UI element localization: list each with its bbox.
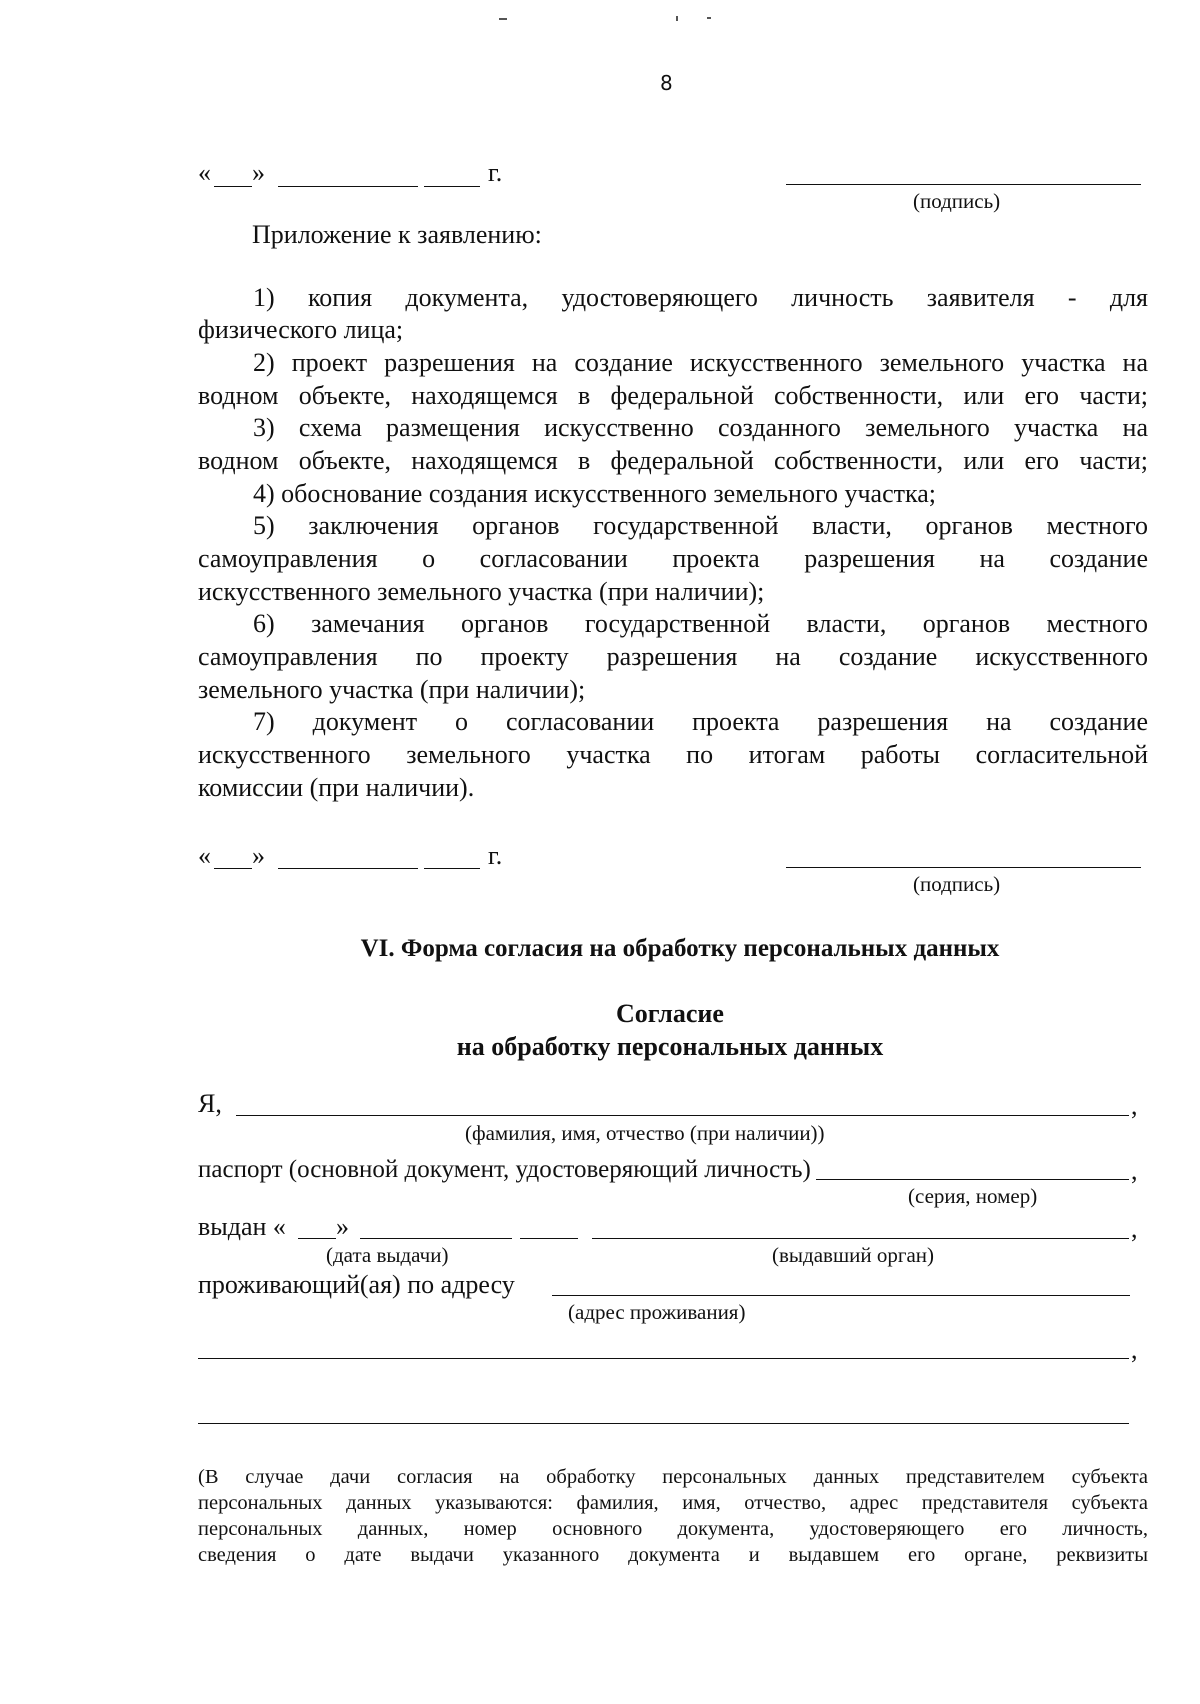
issued-comma: ,	[1131, 1214, 1138, 1243]
date-quote-close: »	[252, 841, 265, 870]
passport-label: паспорт (основной документ, удостоверяющий личность)	[198, 1156, 811, 1183]
list-item-line: 5) заключения органов государственной власти, органов местного	[253, 511, 1148, 540]
date-quote-close: »	[252, 158, 265, 187]
note-line: персональных данных, номер основного документа, удостоверяющего его личность,	[198, 1518, 1148, 1540]
fio-caption: (фамилия, имя, отчество (при наличии))	[465, 1121, 825, 1145]
list-item-line: самоуправления по проекту разрешения на создание искусственного	[198, 642, 1148, 671]
date-month-line	[278, 868, 418, 869]
issued-quote-close: »	[336, 1212, 349, 1241]
list-item-line: искусственного земельного участка (при наличии);	[198, 577, 765, 606]
list-item-line: земельного участка (при наличии);	[198, 675, 586, 704]
address-input-line-3[interactable]	[198, 1423, 1129, 1424]
list-item-line: водном объекте, находящемся в федеральной собственности, или его части;	[198, 381, 1148, 410]
signature-caption: (подпись)	[913, 872, 1001, 896]
date-year-line	[424, 868, 480, 869]
consent-title-line1: Согласие	[616, 999, 724, 1028]
list-item-line: физического лица;	[198, 315, 404, 344]
date-day-line	[214, 186, 252, 187]
issue-year-line[interactable]	[520, 1238, 578, 1239]
scan-speck	[707, 17, 711, 19]
signature-caption: (подпись)	[913, 189, 1001, 213]
consent-title-line2: на обработку персональных данных	[456, 1032, 884, 1061]
fio-input-line[interactable]	[236, 1115, 1129, 1116]
fio-comma: ,	[1131, 1091, 1138, 1120]
appendix-title: Приложение к заявлению:	[252, 220, 542, 249]
passport-caption: (серия, номер)	[908, 1184, 1038, 1208]
address-input-line-2[interactable]	[198, 1358, 1129, 1359]
issue-day-line[interactable]	[298, 1238, 336, 1239]
i-label: Я,	[198, 1089, 222, 1118]
page-number: 8	[660, 71, 673, 95]
list-item-line: 7) документ о согласовании проекта разрешения на создание	[253, 707, 1148, 736]
issue-date-caption: (дата выдачи)	[326, 1243, 449, 1267]
address-label: проживающий(ая) по адресу	[198, 1270, 515, 1299]
note-line: персональных данных указываются: фамилия, имя, отчество, адрес представителя субъекта	[198, 1492, 1148, 1514]
date-year-suffix: г.	[488, 841, 503, 870]
signature-line	[786, 867, 1141, 868]
address-comma: ,	[1131, 1335, 1138, 1364]
issuer-caption: (выдавший орган)	[772, 1243, 935, 1267]
date-quote-open: «	[198, 158, 211, 187]
address-input-line[interactable]	[552, 1295, 1130, 1296]
scan-speck	[676, 16, 678, 21]
address-caption: (адрес проживания)	[568, 1300, 746, 1324]
list-item-line: комиссии (при наличии).	[198, 773, 475, 802]
issue-month-line[interactable]	[360, 1238, 512, 1239]
note-line: сведения о дате выдачи указанного документа и выдавшем его органе, реквизиты	[198, 1544, 1148, 1566]
date-day-line	[214, 868, 252, 869]
passport-input-line[interactable]	[816, 1179, 1129, 1180]
issuer-input-line[interactable]	[592, 1238, 1129, 1239]
list-item-line: искусственного земельного участка по итогам работы согласительной	[198, 740, 1148, 769]
list-item-line: 1) копия документа, удостоверяющего личность заявителя - для	[253, 283, 1148, 312]
signature-line	[786, 184, 1141, 185]
list-item-line: 3) схема размещения искусственно созданного земельного участка на	[253, 413, 1148, 442]
date-month-line	[278, 186, 418, 187]
section-heading: VI. Форма согласия на обработку персональных данных	[360, 935, 1000, 962]
date-quote-open: «	[198, 841, 211, 870]
list-item-line: 2) проект разрешения на создание искусственного земельного участка на	[253, 348, 1148, 377]
date-year-suffix: г.	[488, 158, 503, 187]
scan-speck	[499, 18, 507, 20]
note-line: (В случае дачи согласия на обработку персональных данных представителем субъекта	[198, 1466, 1148, 1488]
list-item-line: водном объекте, находящемся в федеральной собственности, или его части;	[198, 446, 1148, 475]
list-item-line: самоуправления о согласовании проекта разрешения на создание	[198, 544, 1148, 573]
passport-comma: ,	[1131, 1156, 1138, 1185]
issued-label: выдан «	[198, 1212, 286, 1241]
list-item-line: 6) замечания органов государственной власти, органов местного	[253, 609, 1148, 638]
list-item-line: 4) обоснование создания искусственного земельного участка;	[253, 479, 936, 508]
date-year-line	[424, 186, 480, 187]
